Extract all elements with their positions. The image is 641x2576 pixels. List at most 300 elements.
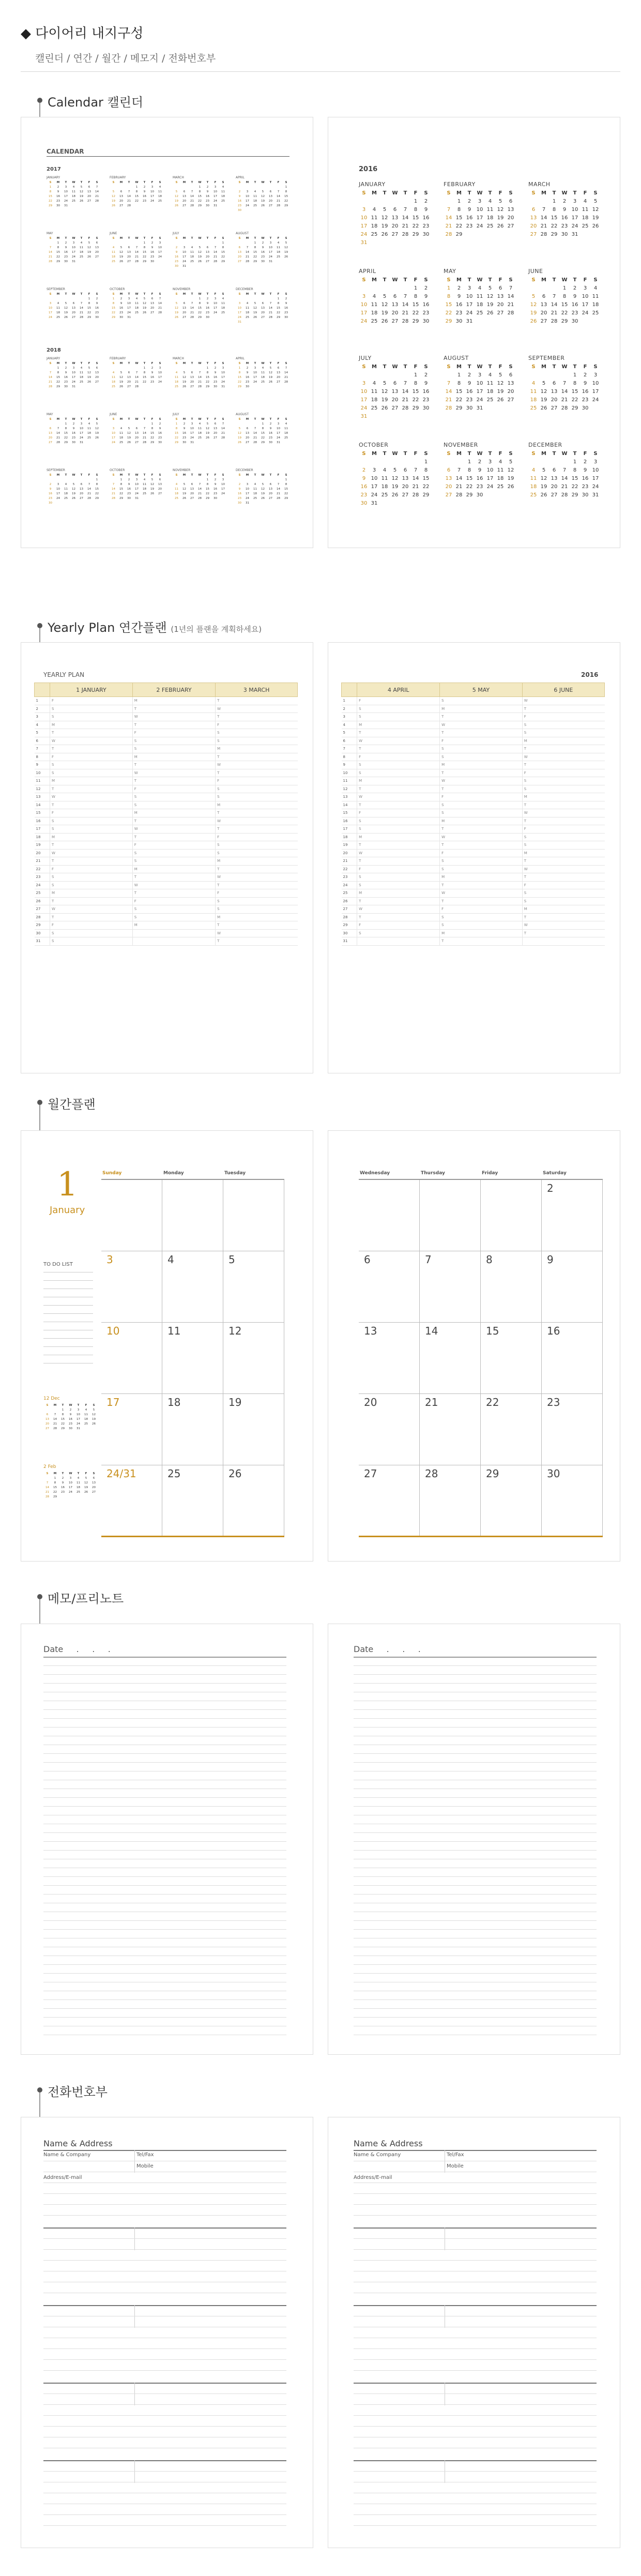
yearly-note-cell	[368, 721, 440, 729]
yearly-note-cell	[143, 769, 215, 777]
weekday-header: S	[222, 237, 224, 240]
yearly-note-cell	[143, 905, 215, 914]
weekday-label: Saturday	[543, 1171, 567, 1176]
memo-line	[354, 1674, 597, 1675]
yearly-note-cell	[143, 785, 215, 793]
day-number: 10	[571, 207, 578, 213]
day-number: 15	[61, 1418, 65, 1421]
weekday-header: S	[112, 362, 115, 365]
day-number: 9	[57, 190, 59, 193]
day-number: 11	[284, 427, 288, 430]
yearly-date-number: 18	[35, 833, 50, 841]
day-number: 16	[56, 195, 60, 198]
yearly-row	[342, 777, 605, 785]
weekday-header: F	[583, 364, 587, 370]
yearly-weekday: T	[132, 889, 143, 898]
yearly-weekday: F	[357, 697, 368, 705]
phone-line	[354, 2238, 597, 2239]
day-number: 2	[65, 367, 67, 370]
blank-cell	[43, 1476, 51, 1481]
yearly-weekday: T	[357, 801, 368, 809]
yearly-weekday: S	[522, 729, 532, 737]
yearly-weekday: F	[522, 825, 532, 834]
weekday-header: S	[93, 1472, 95, 1475]
yearly-weekday: T	[216, 753, 226, 761]
mini-month-name: JUNE	[110, 413, 117, 416]
day-number: 4	[372, 381, 376, 386]
memo-line	[43, 1753, 286, 1754]
yearly-note-cell	[368, 785, 440, 793]
day-number: 24	[135, 492, 139, 495]
day-number: 14	[455, 476, 463, 481]
day-number: 1	[175, 422, 178, 426]
day-number: 11	[84, 1413, 88, 1416]
blank-cell	[236, 241, 243, 246]
day-number: 10	[77, 1413, 80, 1416]
day-number: 5	[112, 190, 115, 193]
yearly-date-number: 21	[342, 857, 357, 866]
day-number: 17	[592, 476, 599, 481]
day-number: 12	[119, 376, 123, 379]
day-number: 19	[497, 389, 504, 395]
weekday-header: S	[96, 362, 98, 365]
day-number: 18	[175, 492, 178, 495]
day-number: 18	[381, 484, 388, 490]
weekday-header: S	[112, 237, 115, 240]
day-number: 14	[284, 371, 288, 374]
yearly-weekday: M	[440, 817, 450, 825]
day-number: 25	[119, 441, 123, 444]
day-number: 12	[175, 195, 178, 198]
day-number: 14	[135, 376, 139, 379]
day-number: 4	[112, 371, 115, 374]
yearly-date-number: 3	[342, 713, 357, 721]
day-number: 27	[261, 316, 265, 319]
day-number: 12	[261, 488, 265, 491]
day-number: 15	[95, 488, 99, 491]
blank-cell	[390, 371, 400, 380]
day-number: 3	[214, 297, 217, 300]
day-number: 26	[261, 204, 265, 207]
day-number: 23	[261, 255, 265, 259]
blank-cell	[410, 458, 421, 466]
big-month-grid	[444, 450, 520, 499]
phone-section-heading: 전화번호부	[48, 2085, 108, 2099]
day-cell: 22	[481, 1394, 542, 1465]
yearly-row	[342, 833, 605, 841]
day-number: 13	[391, 215, 399, 221]
day-number: 25	[592, 310, 599, 316]
yearly-note-cell	[450, 833, 522, 841]
day-number: 21	[135, 381, 139, 384]
day-number: 2	[424, 285, 428, 291]
day-number: 20	[72, 311, 75, 314]
yearly-date-number: 2	[342, 705, 357, 713]
day-number: 8	[222, 246, 224, 249]
day-number: 17	[135, 488, 139, 491]
day-number: 27	[551, 405, 558, 411]
yearly-note-cell	[450, 721, 522, 729]
day-number: 6	[393, 294, 397, 299]
mini-month-grid	[173, 236, 227, 269]
day-number: 3	[372, 467, 376, 473]
yearly-weekday: W	[440, 777, 450, 785]
day-number: 7	[552, 294, 556, 299]
day-number: 19	[87, 251, 91, 254]
day-number: 8	[112, 302, 115, 305]
weekday-header: M	[56, 362, 60, 365]
blank-cell	[173, 241, 180, 246]
day-number: 7	[542, 207, 546, 213]
yearly-date-number: 30	[35, 929, 50, 937]
weekday-header: M	[119, 362, 123, 365]
day-number: 23	[246, 381, 249, 384]
day-number: 5	[93, 1408, 95, 1412]
weekday-header: F	[498, 277, 502, 283]
day-number: 26	[143, 311, 146, 314]
day-number: 16	[466, 215, 473, 221]
day-number: 15	[412, 302, 419, 308]
day-number: 16	[158, 432, 162, 435]
day-number: 13	[213, 427, 217, 430]
day-number: 27	[269, 497, 272, 500]
big-month-2016-12	[528, 442, 605, 499]
yearly-note-cell	[450, 729, 522, 737]
day-number: 26	[112, 204, 115, 207]
day-number: 15	[119, 488, 123, 491]
day-number: 13	[158, 483, 162, 486]
day-number: 15	[277, 307, 280, 310]
phone-line	[43, 2215, 286, 2216]
yearly-note-cell	[60, 825, 133, 834]
day-number: 12	[381, 389, 388, 395]
yearly-date-number: 18	[342, 833, 357, 841]
weekday-header: W	[69, 1472, 72, 1475]
day-number: 27	[277, 381, 280, 384]
day-number: 20	[391, 397, 399, 403]
day-number: 13	[391, 302, 399, 308]
yearly-weekday: T	[216, 881, 226, 889]
day-number: 10	[238, 307, 241, 310]
weekday-header: F	[151, 237, 154, 240]
yearly-note-cell	[368, 705, 440, 713]
day-number: 28	[551, 319, 558, 324]
yearly-note-cell	[60, 801, 133, 809]
memo-left-date: Date . . .	[43, 1644, 111, 1654]
day-number: 20	[445, 484, 452, 490]
day-number: 11	[198, 427, 202, 430]
day-number: 26	[253, 316, 257, 319]
memo-line	[354, 1718, 597, 1719]
day-number: 26	[497, 223, 504, 229]
day-number: 31	[221, 385, 225, 388]
day-cell	[223, 1180, 284, 1251]
big-month-grid	[359, 363, 435, 421]
day-number: 26	[119, 385, 123, 388]
yearly-weekday: S	[50, 873, 60, 882]
blank-cell	[188, 241, 196, 246]
day-number: 1	[262, 422, 264, 426]
day-number: 19	[486, 302, 494, 308]
day-number: 24	[221, 381, 225, 384]
day-number: 5	[183, 483, 186, 486]
day-number: 4	[593, 285, 598, 291]
day-number: 29	[198, 316, 202, 319]
phone-block-rule	[43, 2150, 286, 2151]
mini-month-grid	[236, 292, 290, 325]
mini-month-name: APRIL	[236, 357, 245, 360]
day-number: 2	[151, 241, 154, 245]
day-number: 21	[80, 311, 83, 314]
weekday-header: T	[143, 237, 146, 240]
day-number: 23	[72, 436, 75, 440]
day-number: 7	[285, 367, 287, 370]
day-number: 20	[87, 195, 91, 198]
memo-line	[354, 1727, 597, 1728]
day-number: 28	[49, 385, 52, 388]
day-number: 31	[182, 265, 186, 268]
day-number: 25	[261, 381, 265, 384]
day-number: 14	[190, 307, 194, 310]
phone-block-rule	[354, 2228, 597, 2229]
day-number: 25	[371, 405, 378, 411]
day-number: 12	[198, 251, 202, 254]
day-number: 19	[592, 215, 599, 221]
day-number: 29	[95, 497, 99, 500]
day-number: 21	[221, 432, 225, 435]
weekday-header: T	[254, 293, 256, 296]
weekday-header: T	[488, 364, 492, 370]
day-number: 2	[214, 367, 217, 370]
yearly-note-cell	[532, 705, 604, 713]
yearly-note-cell	[143, 857, 215, 866]
yearly-date-number: 11	[35, 777, 50, 785]
yearly-note-cell	[226, 873, 298, 882]
memo-line	[354, 1709, 597, 1710]
day-number: 8	[424, 467, 428, 473]
yearly-row	[35, 889, 298, 898]
day-number: 8	[562, 294, 567, 299]
weekday-header: W	[261, 293, 265, 296]
day-number: 29	[49, 204, 52, 207]
weekday-header: F	[85, 1404, 87, 1407]
day-number: 5	[65, 302, 67, 305]
day-number: 12	[261, 195, 265, 198]
day-number: 21	[402, 310, 409, 316]
day-number: 18	[119, 436, 123, 440]
day-number: 28	[135, 385, 139, 388]
yearly-row	[35, 841, 298, 850]
big-month-2016-2	[444, 181, 520, 239]
yearly-row	[35, 929, 298, 937]
weekday-header: M	[456, 451, 462, 457]
mini-month-grid	[110, 180, 164, 208]
day-number: 19	[381, 223, 388, 229]
weekday-header: T	[206, 362, 209, 365]
day-number: 14	[56, 432, 60, 435]
mini-month-grid	[173, 417, 227, 445]
weekday-header: F	[277, 237, 280, 240]
blank-cell	[180, 297, 188, 301]
day-number: 24	[277, 436, 280, 440]
yearly-weekday: T	[522, 745, 532, 753]
yearly-note-cell	[532, 817, 604, 825]
mini-month-grid	[47, 236, 101, 264]
day-number: 16	[150, 376, 154, 379]
day-number: 2	[96, 297, 98, 300]
yearly-note-cell	[368, 913, 440, 921]
day-number: 24	[72, 381, 75, 384]
big-month-2016-10	[359, 442, 435, 508]
day-number: 13	[246, 432, 249, 435]
yearly-weekday: T	[216, 921, 226, 930]
day-number: 2	[62, 1477, 64, 1480]
yearly-note-cell	[368, 761, 440, 769]
weekday-header: W	[135, 418, 139, 421]
day-number: 19	[150, 488, 154, 491]
yearly-note-cell	[60, 817, 133, 825]
day-number: 23	[455, 310, 463, 316]
day-number: 19	[391, 484, 399, 490]
day-number: 4	[159, 186, 161, 189]
day-number: 3	[583, 285, 587, 291]
day-number: 23	[150, 255, 154, 259]
day-number: 17	[246, 492, 249, 495]
day-number: 8	[254, 246, 256, 249]
day-number: 17	[64, 195, 68, 198]
weekday-header: S	[222, 181, 224, 184]
day-number: 19	[112, 200, 115, 203]
todo-line	[43, 1280, 93, 1281]
day-number: 5	[509, 459, 513, 465]
phone-column-divider	[134, 2150, 135, 2173]
yearly-plan-title: YEARLY PLAN	[43, 671, 85, 678]
yearly-weekday: T	[440, 881, 450, 889]
day-number: 16	[150, 251, 154, 254]
day-number: 15	[49, 195, 52, 198]
day-number: 7	[135, 371, 138, 374]
mini-month-name: OCTOBER	[110, 468, 125, 472]
month-grid-right	[359, 1179, 603, 1537]
weekday-header: W	[72, 474, 75, 477]
day-number: 18	[112, 255, 115, 259]
day-number: 26	[198, 260, 202, 263]
yearly-note-cell	[143, 913, 215, 921]
yearly-note-cell	[226, 705, 298, 713]
day-number: 17	[150, 195, 154, 198]
yearly-weekday: S	[440, 913, 450, 921]
day-number: 24	[582, 310, 589, 316]
day-number: 7	[135, 246, 138, 249]
day-number: 18	[246, 311, 249, 314]
yearly-note-cell	[368, 737, 440, 745]
day-number: 23	[175, 260, 178, 263]
day-number: 1	[206, 367, 209, 370]
day-number: 25	[175, 385, 178, 388]
phone-left-page	[21, 2117, 313, 2548]
blank-cell	[379, 198, 390, 206]
day-number: 21	[445, 223, 452, 229]
day-number: 20	[49, 436, 52, 440]
day-number: 23	[95, 311, 99, 314]
mini-month-grid	[110, 292, 164, 320]
weekday-header: S	[49, 181, 52, 184]
day-number: 11	[371, 389, 378, 395]
day-number: 3	[159, 241, 161, 245]
day-number: 29	[119, 497, 123, 500]
day-number: 7	[57, 427, 59, 430]
day-number: 18	[284, 432, 288, 435]
yearly-note-cell	[532, 865, 604, 873]
yearly-note-cell	[368, 817, 440, 825]
day-number: 13	[72, 307, 75, 310]
yearly-row	[35, 753, 298, 761]
day-number: 13	[206, 251, 209, 254]
day-number: 4	[80, 367, 83, 370]
weekday-header: T	[77, 1472, 80, 1475]
day-number: 20	[135, 436, 139, 440]
day-number: 13	[238, 251, 241, 254]
day-number: 31	[72, 385, 75, 388]
day-number: 6	[183, 190, 186, 193]
day-number: 19	[143, 307, 146, 310]
day-number: 17	[213, 307, 217, 310]
day-number: 6	[393, 207, 397, 213]
day-cell: 19	[223, 1394, 284, 1465]
day-number: 23	[64, 381, 68, 384]
weekday-header: F	[277, 362, 280, 365]
page-title-text: 다이어리 내지구성	[35, 26, 144, 41]
yearly-row	[342, 745, 605, 753]
day-number: 7	[269, 302, 272, 305]
blank-cell	[274, 478, 282, 482]
yearly-weekday: W	[522, 865, 532, 873]
yearly-date-number: 7	[35, 745, 50, 753]
day-number: 6	[128, 246, 130, 249]
day-number: 7	[246, 246, 249, 249]
weekday-header: T	[80, 418, 83, 421]
day-number: 4	[488, 372, 492, 378]
day-number: 27	[150, 311, 154, 314]
phone-block-rule	[354, 2150, 597, 2151]
day-number: 4	[85, 1408, 87, 1412]
day-number: 2	[467, 199, 471, 204]
day-number: 1	[277, 297, 280, 300]
day-number: 8	[65, 427, 67, 430]
day-number: 22	[466, 484, 473, 490]
yearly-note-cell	[368, 793, 440, 801]
day-number: 28	[412, 492, 419, 498]
day-number: 21	[540, 223, 547, 229]
day-number: 18	[64, 492, 68, 495]
day-number: 23	[143, 200, 146, 203]
weekday-header: F	[414, 190, 418, 196]
day-number: 11	[175, 376, 178, 379]
day-number: 18	[56, 311, 60, 314]
yearly-note-cell	[368, 929, 440, 937]
day-number: 26	[381, 319, 388, 324]
day-cell: 12	[223, 1323, 284, 1394]
weekday-header: W	[135, 293, 139, 296]
day-number: 21	[551, 310, 558, 316]
day-number: 30	[56, 204, 60, 207]
yearly-date-number: 9	[342, 761, 357, 769]
day-number: 6	[49, 427, 52, 430]
day-number: 24	[360, 232, 368, 237]
day-number: 6	[509, 372, 513, 378]
mini-month-grid	[110, 473, 164, 501]
day-number: 21	[284, 376, 288, 379]
